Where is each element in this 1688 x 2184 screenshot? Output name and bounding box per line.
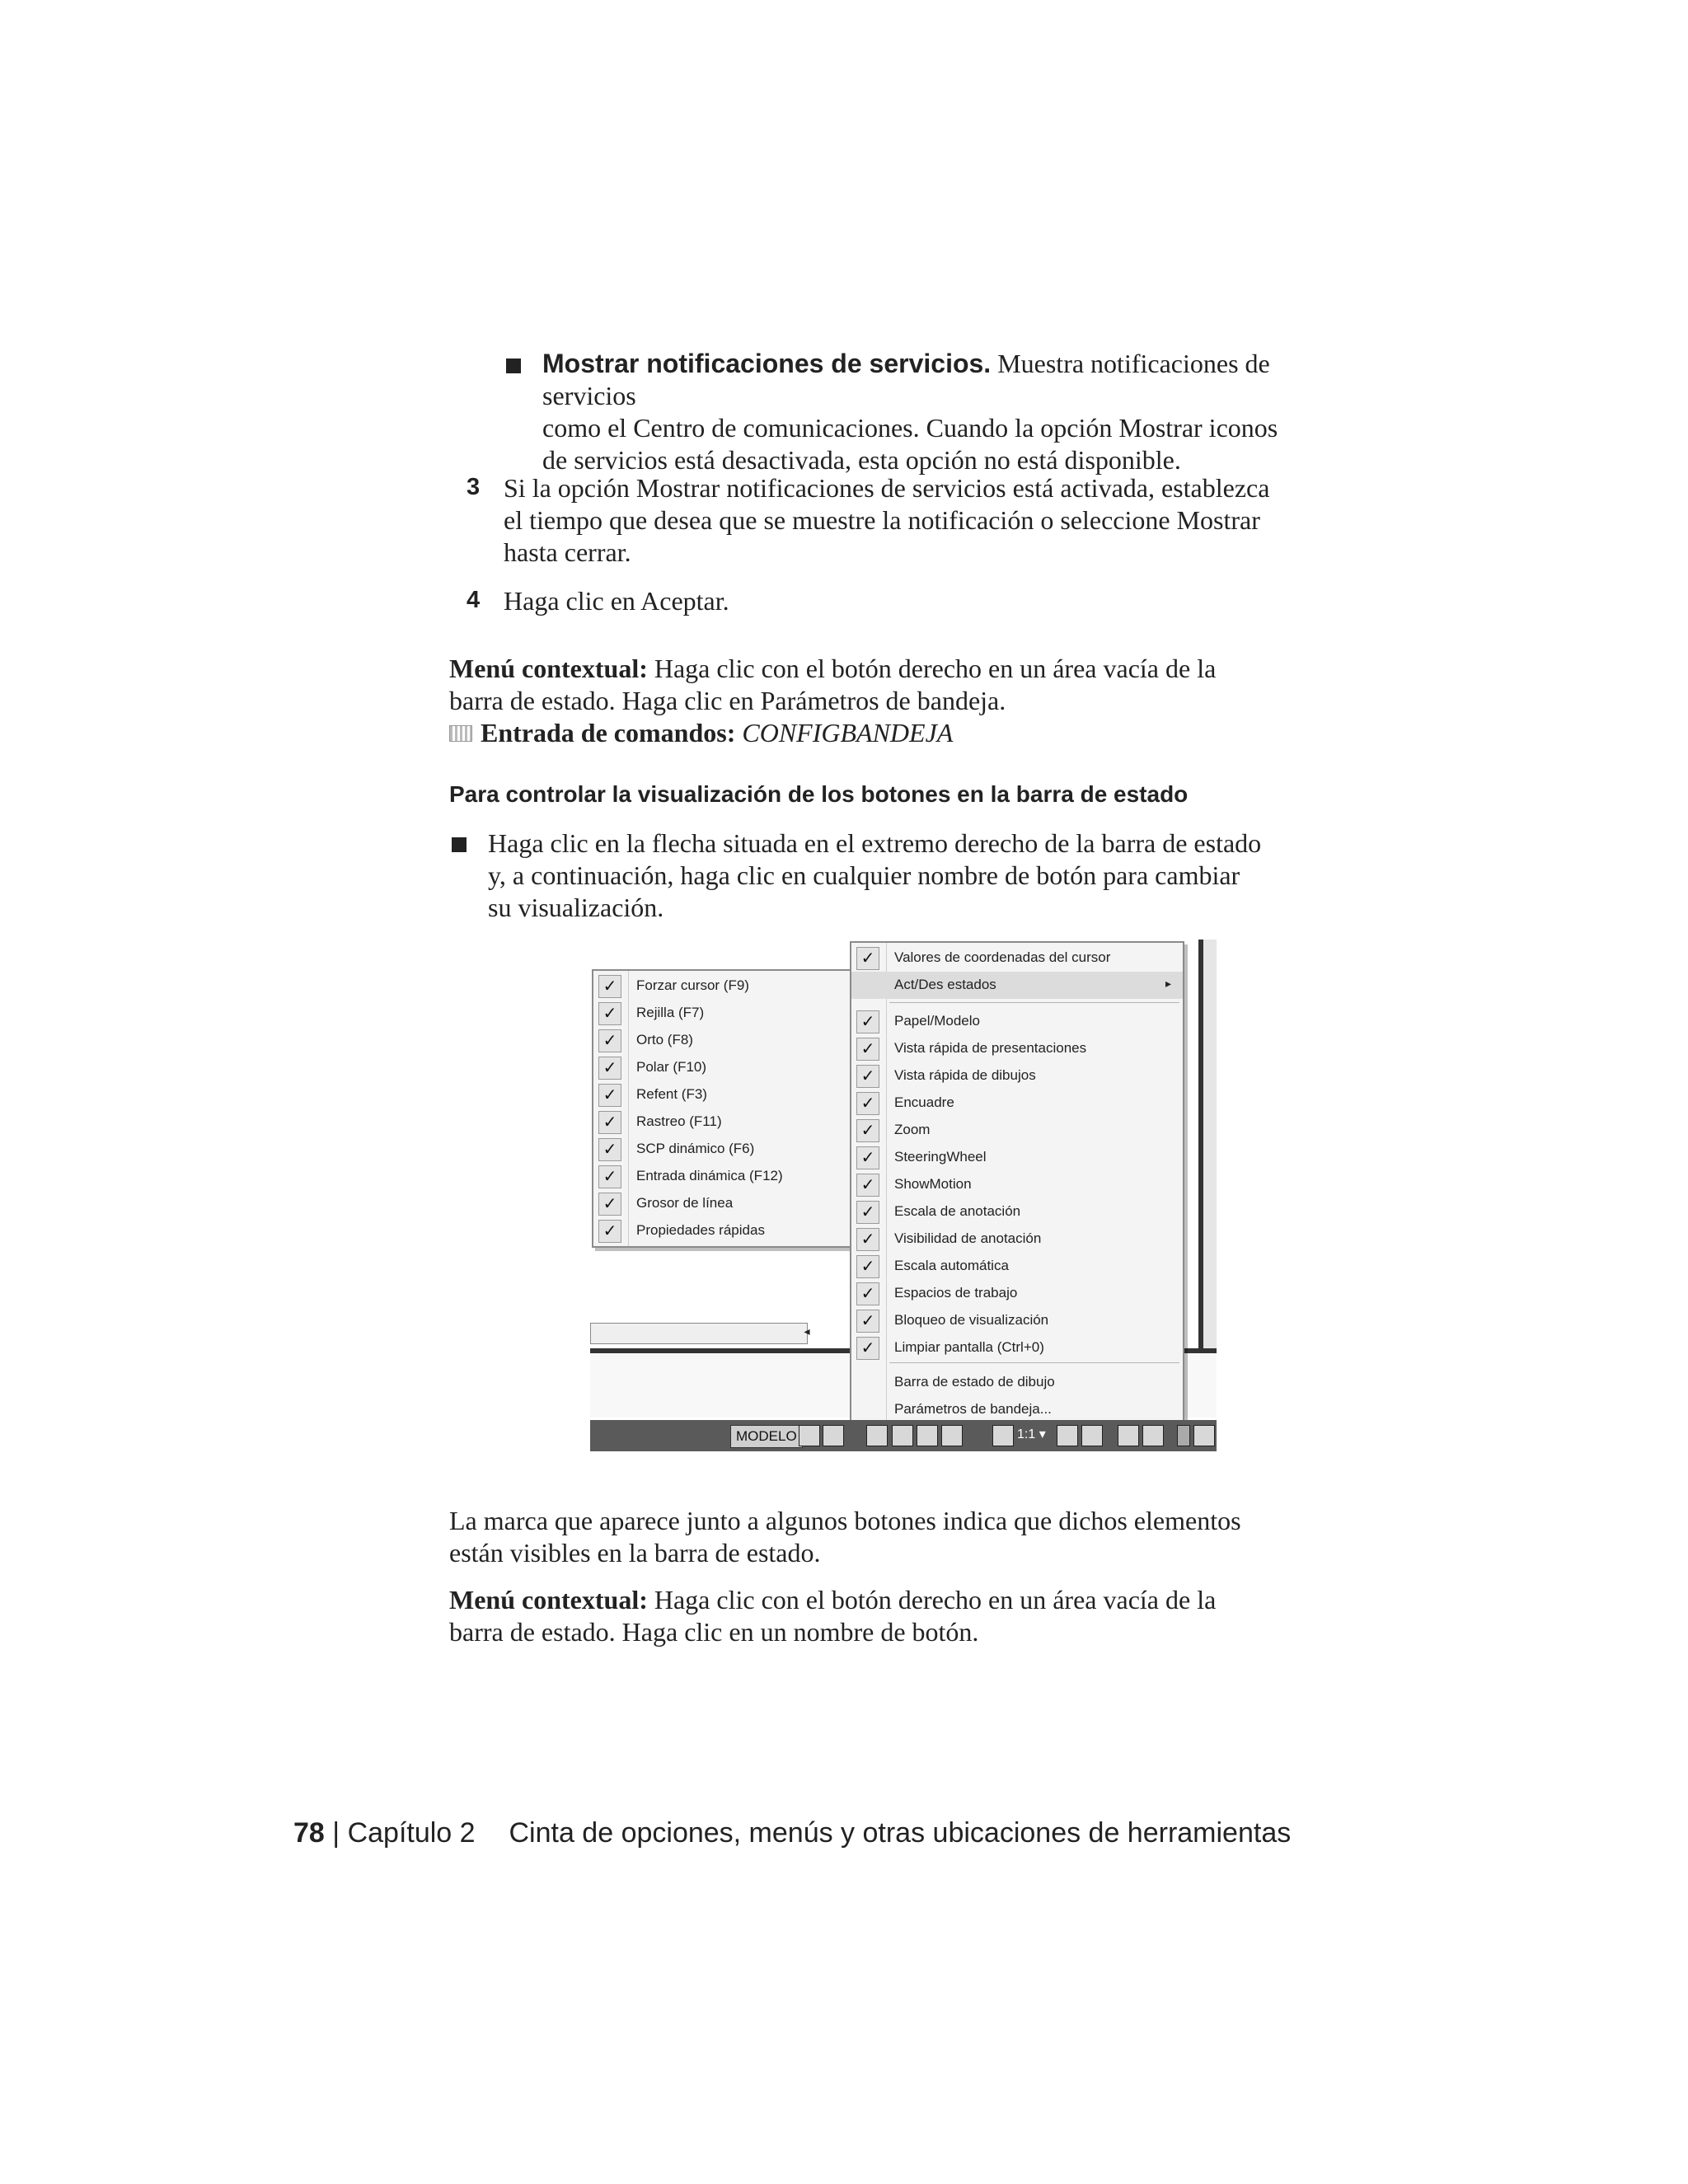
step-3 bbox=[504, 472, 1328, 569]
menu-item-label: SteeringWheel bbox=[894, 1149, 987, 1165]
menu-item-label: Entrada dinámica (F12) bbox=[636, 1168, 783, 1183]
checkmark-icon: ✓ bbox=[856, 1310, 879, 1333]
menu-item-label: ShowMotion bbox=[894, 1176, 972, 1192]
checkmark-icon: ✓ bbox=[598, 1138, 621, 1161]
scroll-left-arrow[interactable]: ◂ bbox=[804, 1326, 810, 1338]
menu-item[interactable] bbox=[593, 1108, 853, 1136]
checkmark-icon: ✓ bbox=[856, 1201, 879, 1224]
checkmark-icon: ✓ bbox=[856, 1146, 879, 1169]
menu-item[interactable] bbox=[851, 1062, 1183, 1090]
checkmark-icon: ✓ bbox=[856, 1065, 879, 1088]
text-line: el tiempo que desea que se muestre la notificación o seleccione Mostrar bbox=[504, 505, 1260, 535]
menu-item-label: Espacios de trabajo bbox=[894, 1285, 1018, 1301]
procedure-heading: Para controlar la visualización de los botones en la barra de estado bbox=[449, 781, 1189, 807]
menu-item[interactable] bbox=[851, 1226, 1183, 1253]
command-value: CONFIGBANDEJA bbox=[742, 718, 954, 748]
checkmark-icon: ✓ bbox=[856, 1119, 879, 1142]
menu-item-label: SCP dinámico (F6) bbox=[636, 1141, 755, 1156]
layout-tabs-button[interactable] bbox=[823, 1425, 844, 1446]
menu-item[interactable] bbox=[851, 1280, 1183, 1307]
chapter-label: Capítulo 2 bbox=[347, 1817, 476, 1849]
right-tool-palette bbox=[1198, 940, 1217, 1352]
text-line: Haga clic con el botón derecho en un área vacía de la bbox=[654, 1585, 1217, 1615]
menu-item-label: Encuadre bbox=[894, 1094, 954, 1110]
model-button[interactable]: MODELO bbox=[730, 1425, 803, 1448]
menu-item[interactable] bbox=[851, 1171, 1183, 1198]
menu-item[interactable] bbox=[851, 1307, 1183, 1334]
menu-item[interactable] bbox=[593, 1000, 853, 1027]
auto-scale-icon[interactable] bbox=[1081, 1425, 1103, 1446]
menu-item-label: Refent (F3) bbox=[636, 1086, 707, 1102]
menu-item[interactable] bbox=[851, 1334, 1183, 1361]
menu-item[interactable] bbox=[593, 1163, 853, 1190]
status-toggles-submenu bbox=[592, 969, 855, 1248]
lock-icon[interactable] bbox=[1142, 1425, 1164, 1446]
menu-item[interactable] bbox=[851, 944, 1183, 972]
note-label: Menú contextual: bbox=[449, 1585, 648, 1615]
checkmark-icon: ✓ bbox=[856, 1255, 879, 1278]
page-number: 78 bbox=[293, 1817, 325, 1849]
bullet-marker bbox=[452, 837, 467, 852]
text-line: están visibles en la barra de estado. bbox=[449, 1538, 821, 1568]
text-line: barra de estado. Haga clic en un nombre de botón. bbox=[449, 1617, 979, 1647]
zoom-icon[interactable] bbox=[892, 1425, 913, 1446]
text-line: Haga clic con el botón derecho en un área vacía de la bbox=[654, 654, 1217, 683]
menu-item-label: Papel/Modelo bbox=[894, 1013, 980, 1029]
layout-button[interactable] bbox=[799, 1425, 820, 1446]
annotation-scale-value[interactable]: 1:1 ▾ bbox=[1017, 1427, 1046, 1441]
text-line: como el Centro de comunicaciones. Cuando la opción Mostrar iconos bbox=[542, 413, 1278, 443]
checkmark-icon: ✓ bbox=[856, 1038, 879, 1061]
menu-item-label: Propiedades rápidas bbox=[636, 1222, 765, 1238]
text-line: y, a continuación, haga clic en cualquier nombre de botón para cambiar bbox=[488, 860, 1240, 890]
checkmark-icon: ✓ bbox=[598, 1057, 621, 1080]
menu-item[interactable] bbox=[593, 972, 853, 1000]
text-line: Haga clic en Aceptar. bbox=[504, 586, 729, 616]
bullet-click-arrow bbox=[488, 827, 1345, 924]
check-mark-explanation bbox=[449, 1505, 1339, 1569]
menu-item[interactable] bbox=[851, 1008, 1183, 1035]
checkmark-icon: ✓ bbox=[856, 1228, 879, 1251]
text-line: Si la opción Mostrar notificaciones de servicios está activada, establezca bbox=[504, 473, 1270, 503]
note-label: Menú contextual: bbox=[449, 654, 648, 683]
menu-item-label: Barra de estado de dibujo bbox=[894, 1374, 1055, 1390]
text-line: su visualización. bbox=[488, 893, 664, 922]
status-bar-context-menu bbox=[850, 941, 1184, 1431]
bullet-title: Mostrar notificaciones de servicios. bbox=[542, 349, 992, 378]
step-number: 3 bbox=[467, 474, 481, 500]
text-line: Muestra notificaciones de servicios bbox=[542, 349, 1270, 410]
menu-item[interactable] bbox=[593, 1136, 853, 1163]
step-4 bbox=[504, 585, 1245, 617]
menu-item-label: Orto (F8) bbox=[636, 1032, 693, 1047]
clean-screen-icon[interactable] bbox=[1193, 1425, 1215, 1446]
menu-item-label: Forzar cursor (F9) bbox=[636, 977, 749, 993]
menu-item[interactable] bbox=[593, 1054, 853, 1081]
pan-icon[interactable] bbox=[866, 1425, 888, 1446]
menu-item-label: Grosor de línea bbox=[636, 1195, 734, 1211]
bullet-marker bbox=[506, 359, 521, 373]
menu-separator bbox=[889, 1362, 1179, 1363]
chapter-title: Cinta de opciones, menús y otras ubicaciones de herramientas bbox=[509, 1817, 1292, 1849]
menu-item[interactable] bbox=[593, 1027, 853, 1054]
submenu-arrow-icon: ▸ bbox=[1165, 977, 1171, 990]
checkmark-icon: ✓ bbox=[856, 947, 879, 970]
menu-item-label: Vista rápida de dibujos bbox=[894, 1067, 1036, 1083]
checkmark-icon: ✓ bbox=[856, 1282, 879, 1305]
menu-item-label: Act/Des estados bbox=[894, 977, 996, 992]
footer-separator: | bbox=[332, 1817, 340, 1849]
steering-wheel-icon[interactable] bbox=[917, 1425, 938, 1446]
menu-item[interactable] bbox=[851, 1090, 1183, 1117]
menu-item-label: Limpiar pantalla (Ctrl+0) bbox=[894, 1339, 1044, 1355]
menu-item-label: Parámetros de bandeja... bbox=[894, 1401, 1052, 1417]
menu-item[interactable] bbox=[593, 1190, 853, 1217]
page-footer bbox=[293, 1817, 1291, 1849]
workspace-gear-icon[interactable] bbox=[1118, 1425, 1139, 1446]
status-bar bbox=[590, 1420, 1217, 1451]
text-line: La marca que aparece junto a algunos botones indica que dichos elementos bbox=[449, 1506, 1241, 1535]
menu-item-label: Escala de anotación bbox=[894, 1203, 1021, 1219]
annotation-visibility-icon[interactable] bbox=[1057, 1425, 1078, 1446]
keyboard-icon bbox=[449, 725, 472, 742]
status-bar-screenshot bbox=[590, 940, 1217, 1455]
text-line: de servicios está desactivada, esta opción no está disponible. bbox=[542, 445, 1181, 475]
checkmark-icon: ✓ bbox=[598, 1193, 621, 1216]
annotation-scale-icon[interactable] bbox=[992, 1425, 1014, 1446]
checkmark-icon: ✓ bbox=[856, 1092, 879, 1115]
menu-item[interactable] bbox=[593, 1081, 853, 1108]
checkmark-icon: ✓ bbox=[598, 1002, 621, 1025]
menu-item-label: Visibilidad de anotación bbox=[894, 1230, 1042, 1246]
checkmark-icon: ✓ bbox=[856, 1174, 879, 1197]
menu-item[interactable] bbox=[593, 1217, 853, 1244]
checkmark-icon: ✓ bbox=[856, 1337, 879, 1360]
text-line: barra de estado. Haga clic en Parámetros de bandeja. bbox=[449, 686, 1006, 715]
menu-item[interactable] bbox=[851, 1117, 1183, 1144]
menu-item[interactable] bbox=[851, 972, 1183, 999]
menu-item-label: Escala automática bbox=[894, 1258, 1009, 1273]
menu-separator bbox=[889, 1002, 1179, 1003]
menu-item[interactable] bbox=[851, 1144, 1183, 1171]
menu-item-label: Polar (F10) bbox=[636, 1059, 707, 1075]
menu-item-label: Bloqueo de visualización bbox=[894, 1312, 1049, 1328]
context-menu-note bbox=[449, 653, 1339, 749]
menu-item-label: Rastreo (F11) bbox=[636, 1113, 722, 1129]
menu-item-label: Zoom bbox=[894, 1122, 931, 1137]
menu-item-label: Vista rápida de presentaciones bbox=[894, 1040, 1087, 1056]
menu-item[interactable] bbox=[851, 1369, 1183, 1396]
checkmark-icon: ✓ bbox=[856, 1010, 879, 1033]
menu-item[interactable] bbox=[851, 1253, 1183, 1280]
menu-item[interactable] bbox=[851, 1035, 1183, 1062]
checkmark-icon: ✓ bbox=[598, 1111, 621, 1134]
command-label: Entrada de comandos: bbox=[481, 718, 736, 748]
status-menu-arrow[interactable] bbox=[1177, 1425, 1190, 1446]
checkmark-icon: ✓ bbox=[598, 1165, 621, 1188]
checkmark-icon: ✓ bbox=[598, 1084, 621, 1107]
checkmark-icon: ✓ bbox=[598, 1220, 621, 1243]
text-line: Haga clic en la flecha situada en el extremo derecho de la barra de estado bbox=[488, 828, 1262, 858]
bullet-service-notifications bbox=[542, 348, 1334, 476]
text-line: hasta cerrar. bbox=[504, 537, 631, 567]
checkmark-icon: ✓ bbox=[598, 975, 621, 998]
menu-item-label: Valores de coordenadas del cursor bbox=[894, 949, 1111, 965]
menu-item[interactable] bbox=[851, 1198, 1183, 1226]
context-menu-note bbox=[449, 1584, 1339, 1648]
show-motion-icon[interactable] bbox=[941, 1425, 963, 1446]
checkmark-icon: ✓ bbox=[598, 1029, 621, 1052]
step-number: 4 bbox=[467, 587, 481, 613]
horizontal-scrollbar[interactable] bbox=[590, 1323, 808, 1344]
menu-item-label: Rejilla (F7) bbox=[636, 1005, 705, 1020]
